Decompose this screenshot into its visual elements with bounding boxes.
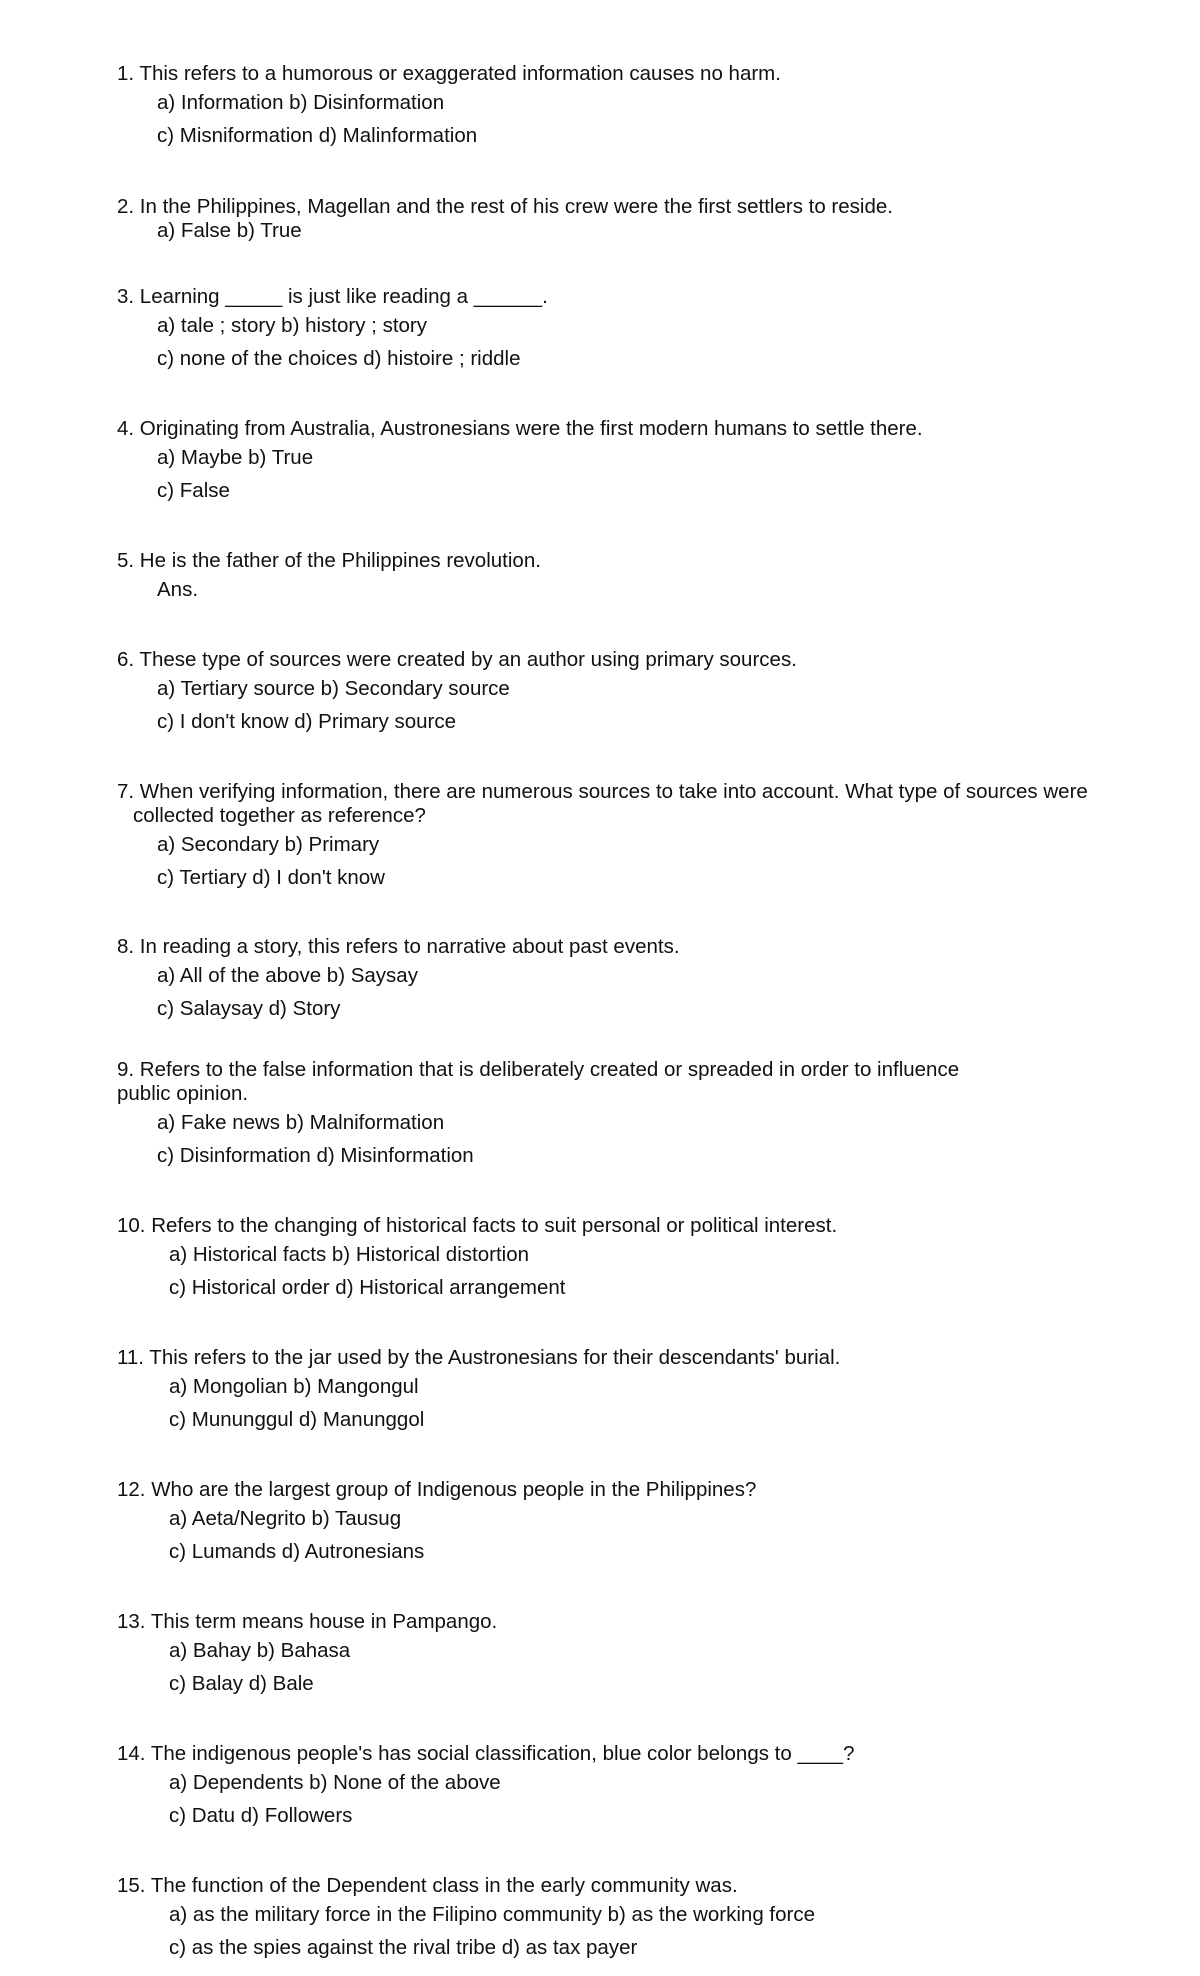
answer-line: Ans.: [157, 578, 199, 601]
answer-options: a) Secondary b) Primary: [157, 833, 380, 856]
answer-options: c) Tertiary d) I don't know: [157, 866, 385, 889]
question-3: [117, 285, 1140, 375]
answer-options: c) False: [157, 479, 230, 502]
question-14: [117, 1742, 1140, 1832]
question-text: 8. In reading a story, this refers to narrative about past events.: [117, 935, 680, 958]
answer-options: a) Information b) Disinformation: [157, 91, 445, 114]
question-text: 4. Originating from Australia, Austronesians were the first modern humans to settle there.: [117, 417, 923, 440]
answer-options: a) All of the above b) Saysay: [157, 964, 418, 987]
question-text: 2. In the Philippines, Magellan and the rest of his crew were the first settlers to reside.: [117, 195, 893, 218]
question-text: 3. Learning _____ is just like reading a ______.: [117, 285, 548, 308]
question-text: 12. Who are the largest group of Indigenous people in the Philippines?: [117, 1478, 757, 1501]
answer-options: a) Fake news b) Malniformation: [157, 1111, 445, 1134]
answer-options: c) as the spies against the rival tribe d) as tax payer: [169, 1936, 638, 1959]
answer-options: a) Aeta/Negrito b) Tausug: [169, 1507, 402, 1530]
question-13: [117, 1610, 1140, 1700]
answer-options: c) Datu d) Followers: [169, 1804, 353, 1827]
answer-options: a) as the military force in the Filipino community b) as the working force: [169, 1903, 816, 1926]
question-7: [117, 780, 1140, 894]
answer-options: c) Disinformation d) Misinformation: [157, 1144, 474, 1167]
question-text: 9. Refers to the false information that is deliberately created or spreaded in order to influence public opinion.: [117, 1058, 965, 1105]
question-text: 1. This refers to a humorous or exaggerated information causes no harm.: [117, 62, 781, 85]
answer-options: a) Maybe b) True: [157, 446, 314, 469]
question-text: 14. The indigenous people's has social classification, blue color belongs to ____?: [117, 1742, 855, 1765]
question-15: [117, 1874, 1140, 1964]
question-12: [117, 1478, 1140, 1568]
answer-options: a) Tertiary source b) Secondary source: [157, 677, 510, 700]
answer-options: c) Mununggul d) Manunggol: [169, 1408, 425, 1431]
answer-options: a) Historical facts b) Historical distortion: [169, 1243, 529, 1266]
answer-options: c) Historical order d) Historical arrangement: [169, 1276, 566, 1299]
answer-options: a) Mongolian b) Mangongul: [169, 1375, 419, 1398]
question-4: [117, 417, 1140, 507]
answer-options: c) Lumands d) Autronesians: [169, 1540, 425, 1563]
question-text: 6. These type of sources were created by an author using primary sources.: [117, 648, 797, 671]
answer-options: a) tale ; story b) history ; story: [157, 314, 427, 337]
question-text: 11. This refers to the jar used by the Austronesians for their descendants' burial.: [117, 1346, 841, 1369]
answer-options: a) Bahay b) Bahasa: [169, 1639, 351, 1662]
question-11: [117, 1346, 1140, 1436]
question-9: [117, 1058, 1000, 1172]
question-2: [117, 195, 1140, 243]
question-1: [117, 62, 1140, 152]
answer-options: a) False b) True: [157, 219, 302, 242]
answer-options: c) Salaysay d) Story: [157, 997, 341, 1020]
question-8: [117, 935, 1140, 1025]
question-text: 7. When verifying information, there are numerous sources to take into account. What type of sources were collected together as reference?: [117, 780, 1094, 827]
question-text: 5. He is the father of the Philippines revolution.: [117, 549, 541, 572]
answer-options: c) none of the choices d) histoire ; riddle: [157, 347, 521, 370]
answer-options: c) I don't know d) Primary source: [157, 710, 456, 733]
question-6: [117, 648, 1140, 738]
answer-options: c) Balay d) Bale: [169, 1672, 314, 1695]
question-10: [117, 1214, 1140, 1304]
answer-options: c) Misniformation d) Malinformation: [157, 124, 478, 147]
question-text: 13. This term means house in Pampango.: [117, 1610, 498, 1633]
question-text: 10. Refers to the changing of historical facts to suit personal or political interest.: [117, 1214, 838, 1237]
question-text: 15. The function of the Dependent class in the early community was.: [117, 1874, 738, 1897]
question-5: [117, 549, 1140, 606]
answer-options: a) Dependents b) None of the above: [169, 1771, 501, 1794]
